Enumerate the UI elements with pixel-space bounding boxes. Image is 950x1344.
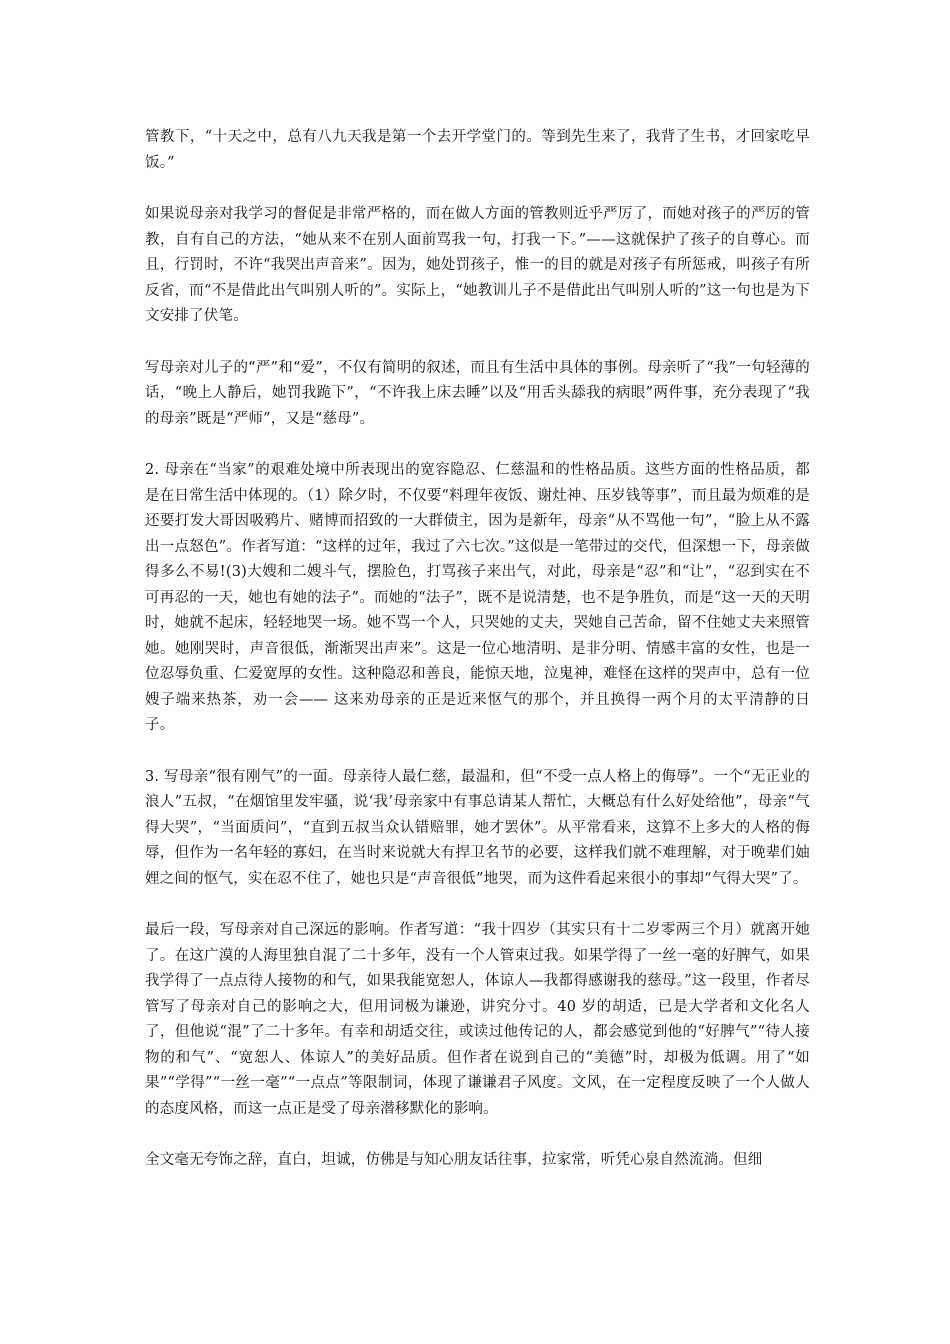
paragraph-3: 写母亲对儿子的“严”和“爱”，不仅有简明的叙述，而且有生活中具体的事例。母亲听了“我”一句轻薄的话，“晚上人静后，她罚我跪下”，“不许我上床去睡”以及“用舌头舔我的病眼”两件事，充分表现了“我的母亲”既是“严师”，又是“慈母”。 [145,359,810,427]
paragraph-2: 如果说母亲对我学习的督促是非常严格的，而在做人方面的管教则近乎严厉了，而她对孩子的严厉的管教，自有自己的方法，“她从来不在别人面前骂我一句，打我一下。”——这就保护了孩子的自尊心。而且，行罚时，不许“我哭出声音来”。因为，她处罚孩子，惟一的目的就是对孩子有所惩戒，叫孩子有所反省，而“不是借此出气叫别人听的”。实际上，“她教训儿子不是借此出气叫别人听的”这一句也是为下文安排了伏笔。 [145,206,810,324]
paragraph-1: 管教下，“十天之中，总有八九天我是第一个去开学堂门的。等到先生来了，我背了生书，才回家吃早饭。” [145,129,810,171]
paragraph-4: 2. 母亲在“当家”的艰难处境中所表现出的宽容隐忍、仁慈温和的性格品质。这些方面的性格品质，都是在日常生活中体现的。（1）除夕时，不仅要“料理年夜饭、谢灶神、压岁钱等事”，而且最为烦难的是还要打发大哥因吸鸦片、赌博而招致的一大群债主，因为是新年，母亲“从不骂他一句”，“脸上从不露出一点怒色”。作者写道：“这样的过年，我过了六七次。”这似是一笔带过的交代，但深想一下，母亲做得多么不易!(3)大嫂和二嫂斗气，摆脸色，打骂孩子来出气，对此，母亲是“忍”和“让”，“忍到实在不可再忍的一天，她也有她的法子”。而她的“法子”，既不是说清楚，也不是争胜负，而是“这一天的天明时，她就不起床，轻轻地哭一场。她不骂一个人，只哭她的丈夫，哭她自己苦命，留不住她丈夫来照管她。她刚哭时，声音很低，渐渐哭出声来”。这是一位心地清明、是非分明、情感丰富的女性，也是一位忍辱负重、仁爱宽厚的女性。这种隐忍和善良，能惊天地，泣鬼神，难怪在这样的哭声中，总有一位嫂子端来热茶，劝一会—— 这来劝母亲的正是近来怄气的那个，并且换得一两个月的太平清静的日子。 [145,462,810,733]
paragraph-7: 全文毫无夸饰之辞，直白，坦诚，仿佛是与知心朋友话往事，拉家常，听凭心泉自然流淌。但细 [145,1152,763,1168]
paragraph-6: 最后一段，写母亲对自己深远的影响。作者写道：“我十四岁（其实只有十二岁零两三个月）就离开她了。在这广漠的人海里独自混了二十多年，没有一个人管束过我。如果学得了一丝一毫的好脾气，如果我学得了一点点待人接物的和气，如果我能宽恕人，体谅人—我都得感谢我的慈母。”这一段里，作者尽管写了母亲对自己的影响之大，但用词极为谦逊，讲究分寸。40 岁的胡适，已是大学者和文化名人了，但他说“混”了二十多年。有幸和胡适交往，或读过他传记的人，都会感觉到他的“好脾气”“待人接物的和气”、“宽恕人、体谅人”的美好品质。但作者在说到自己的“美德”时，却极为低调。用了“如果”“学得”“一丝一毫”“一点点”等限制词，体现了谦谦君子风度。文风，在一定程度反映了一个人做人的态度风格，而这一点正是受了母亲潜移默化的影响。 [145,922,810,1117]
document-body [145,125,810,1200]
paragraph-5: 3. 写母亲“很有刚气”的一面。母亲待人最仁慈，最温和，但“不受一点人格上的侮辱”。一个“无正业的浪人”五叔，“在烟馆里发牢骚，说‘我’母亲家中有事总请某人帮忙，大概总有什么好处给他”，母亲“气得大哭”，“当面质问”，“直到五叔当众认错赔罪，她才罢休”。从平常看来，这算不上多大的人格的侮辱，但作为一名年轻的寡妇，在当时来说就大有捍卫名节的必要，这样我们就不难理解，对于晚辈们妯娌之间的怄气，实在忍不住了，她也只是“声音很低”地哭，而为这件看起来很小的事却“气得大哭”了。 [145,768,810,887]
